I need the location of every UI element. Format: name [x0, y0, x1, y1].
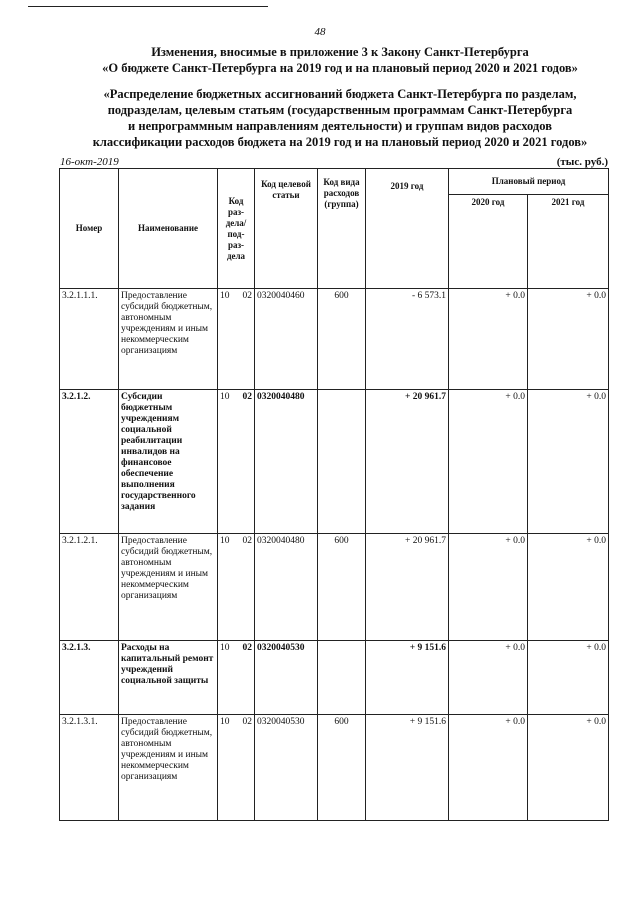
units-label: (тыс. руб.) [556, 156, 608, 168]
row-name: Предоставление субсидий бюджетным, автономным учреждениям и иным некоммерческим организациям [119, 715, 218, 821]
header-name: Наименование [119, 169, 218, 289]
header-planning-period: Плановый период [449, 169, 609, 195]
row-target-code: 0320040480 [255, 390, 318, 534]
row-2021-value: + 0.0 [528, 641, 609, 715]
row-2020-value: + 0.0 [449, 534, 528, 641]
row-group-code: 600 [318, 534, 366, 641]
row-section-code [218, 390, 255, 534]
row-2019-value: + 9 151.6 [366, 641, 449, 715]
row-section: 10 [220, 392, 230, 402]
row-subsection: 02 [242, 536, 252, 546]
row-section: 10 [220, 643, 230, 653]
table-row [60, 715, 609, 821]
row-subsection: 02 [242, 717, 252, 727]
row-number: 3.2.1.1.1. [60, 289, 119, 390]
row-2020-value: + 0.0 [449, 289, 528, 390]
header-group-code: Код вида расходов (группа) [318, 169, 366, 289]
row-target-code: 0320040480 [255, 534, 318, 641]
document-date: 16-окт-2019 [60, 156, 119, 168]
row-section-code [218, 534, 255, 641]
subtitle-line-1: «Распределение бюджетных ассигнований бюджета Санкт-Петербурга по разделам, [103, 87, 577, 101]
table-row [60, 390, 609, 534]
row-group-code [318, 390, 366, 534]
row-number: 3.2.1.2.1. [60, 534, 119, 641]
row-section: 10 [220, 717, 230, 727]
row-2020-value: + 0.0 [449, 390, 528, 534]
row-section: 10 [220, 536, 230, 546]
row-group-code: 600 [318, 289, 366, 390]
budget-table [59, 168, 609, 821]
row-2021-value: + 0.0 [528, 390, 609, 534]
row-2020-value: + 0.0 [449, 715, 528, 821]
row-section-code [218, 715, 255, 821]
row-target-code: 0320040530 [255, 715, 318, 821]
row-group-code: 600 [318, 715, 366, 821]
header-section-code: Код раз-дела/ под-раз-дела [218, 169, 255, 289]
row-group-code [318, 641, 366, 715]
row-number: 3.2.1.3. [60, 641, 119, 715]
table-row [60, 641, 609, 715]
row-2020-value: + 0.0 [449, 641, 528, 715]
subtitle-line-3: и непрограммным направлениям деятельности) и группам видов расходов [128, 119, 552, 133]
row-subsection: 02 [242, 291, 252, 301]
row-2019-value: - 6 573.1 [366, 289, 449, 390]
table-row [60, 534, 609, 641]
row-2019-value: + 20 961.7 [366, 390, 449, 534]
row-number: 3.2.1.2. [60, 390, 119, 534]
row-name: Субсидии бюджетным учреждениям социальной реабилитации инвалидов на финансовое обеспечение выполнения государственного задания [119, 390, 218, 534]
header-target-code: Код целевой статьи [255, 169, 318, 289]
subtitle-line-4: классификации расходов бюджета на 2019 год и на плановый период 2020 и 2021 годов» [92, 135, 588, 149]
row-2021-value: + 0.0 [528, 534, 609, 641]
row-section-code [218, 641, 255, 715]
row-subsection: 02 [242, 643, 252, 653]
row-target-code: 0320040530 [255, 641, 318, 715]
row-target-code: 0320040460 [255, 289, 318, 390]
header-number: Номер [60, 169, 119, 289]
table-row [60, 289, 609, 390]
row-2019-value: + 20 961.7 [366, 534, 449, 641]
row-name: Предоставление субсидий бюджетным, автономным учреждениям и иным некоммерческим организациям [119, 534, 218, 641]
row-2021-value: + 0.0 [528, 715, 609, 821]
row-name: Расходы на капитальный ремонт учреждений социальной защиты [119, 641, 218, 715]
row-section-code [218, 289, 255, 390]
row-section: 10 [220, 291, 230, 301]
title-line-2: «О бюджете Санкт-Петербурга на 2019 год и на плановый период 2020 и 2021 годов» [102, 61, 578, 75]
title-line-1: Изменения, вносимые в приложение 3 к Закону Санкт-Петербурга [151, 45, 529, 59]
page-number: 48 [314, 26, 326, 38]
top-rule [28, 6, 268, 7]
row-2019-value: + 9 151.6 [366, 715, 449, 821]
header-2020: 2020 год [449, 195, 528, 289]
row-subsection: 02 [242, 392, 252, 402]
header-2021: 2021 год [528, 195, 609, 289]
row-2021-value: + 0.0 [528, 289, 609, 390]
row-name: Предоставление субсидий бюджетным, автономным учреждениям и иным некоммерческим организациям [119, 289, 218, 390]
subtitle-line-2: подразделам, целевым статьям (государственным программам Санкт-Петербурга [107, 103, 573, 117]
row-number: 3.2.1.3.1. [60, 715, 119, 821]
header-2019: 2019 год [366, 169, 449, 289]
